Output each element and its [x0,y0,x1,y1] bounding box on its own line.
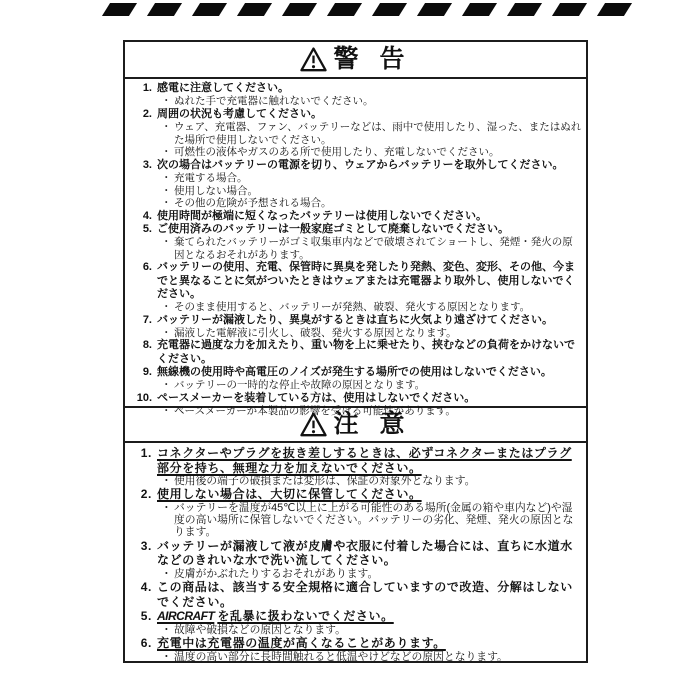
caution-item-number: 1. [140,446,152,460]
warning-item-bullet-text: ぬれた手で充電器に触れないでください。 [174,95,374,108]
warning-item-text: ペースメーカーを装着している方は、使用はしないでください。 [157,391,476,404]
bullet-dot: ・ [161,121,172,133]
caution-item-bullet-text: 使用後の端子の破損または変形は、保証の対象外となります。 [174,475,476,488]
warning-title: 警 告 [333,45,412,73]
warning-item-bullet-text: 充電する場合。 [174,171,248,184]
warning-item-text: 次の場合はバッテリーの電源を切り、ウェアからバッテリーを取外してください。 [157,158,564,171]
caution-item-bullet-text: 故障や破損などの原因となります。 [174,623,346,636]
warning-item-text: 感電に注意してください。 [157,82,289,94]
hazard-stripe-segment [507,3,542,16]
caution-item-bullet [133,651,582,663]
bullet-dot: ・ [161,404,172,417]
caution-item-bullet [133,624,582,636]
warning-item-bullet [133,146,582,159]
warning-item-number: 2. [142,107,152,120]
bullet-dot: ・ [161,184,172,197]
warning-item-bullet-text: バッテリーの一時的な停止や故障の原因となります。 [174,378,426,391]
warning-item-text: バッテリーの使用、充電、保管時に異臭を発したり発熱、変色、変形、その他、今までと異なることに気がついたときはウェアまたは充電器より取外し、使用しないでください。 [157,261,575,300]
hazard-stripe [106,3,631,16]
warning-item-bullet-text: その他の危険が予想される場合。 [174,197,332,210]
bullet-dot: ・ [161,236,172,249]
warning-item [133,261,582,301]
caution-list [125,443,586,661]
warning-item-text: 充電器に過度な力を加えたり、重い物を上に乗せたり、挟むなどの負荷をかけないでください。 [157,339,575,365]
hazard-stripe-segment [102,3,137,16]
warning-item-number: 6. [142,261,152,274]
caution-item [133,609,582,624]
caution-item-bullet-text: 温度の高い部分に長時間触れると低温やけどなどの原因となります。 [174,650,508,663]
aircraft-logo: AIRCRAFT [157,609,215,624]
bullet-dot: ・ [161,300,172,313]
hazard-stripe-segment [147,3,182,16]
warning-item-number: 10. [136,391,152,404]
warning-item-bullet [133,185,582,198]
caution-header [125,408,586,443]
caution-item-text: この商品は、該当する安全規格に適合していますので改造、分解はしないでください。 [157,579,573,609]
bullet-dot: ・ [161,475,172,488]
warning-list [125,79,586,417]
warning-item-bullet [133,379,582,392]
caution-item-bullet-text: バッテリーを温度が45℃以上に上がる可能性のある場所(金属の箱や車内など)や湿度の高い場所に保管しないでください。バッテリーの劣化、発煙、発火の原因となります。 [174,501,574,539]
warning-item-bullet [133,236,582,261]
warning-item-number: 1. [142,82,152,94]
warning-item-text: 周囲の状況も考慮してください。 [157,107,322,120]
hazard-stripe-segment [327,3,362,16]
warning-item-bullet-text: 棄てられたバッテリーがゴミ収集車内などで破壊されてショートし、発煙・発火の原因となるおそれがあります。 [174,236,573,261]
warning-item [133,366,582,379]
warning-item [133,314,582,327]
caution-item [133,487,582,502]
warning-item-text: ご使用済みのバッテリーは一般家庭ゴミとして廃棄しないでください。 [157,222,509,235]
bullet-dot: ・ [161,171,172,184]
hazard-stripe-segment [417,3,452,16]
hazard-stripe-segment [192,3,227,16]
hazard-stripe-segment [597,3,632,16]
warning-item-number: 4. [142,209,152,222]
warning-item-bullet-text: ウェア、充電器、ファン、バッテリーなどは、雨中で使用したり、湿った、またはぬれた場所で使用しないでください。 [174,121,582,146]
hazard-stripe-segment [462,3,497,16]
warning-item [133,82,582,95]
warning-item-bullet-text: 可燃性の液体やガスのある所で使用したり、充電しないでください。 [174,146,500,159]
warning-item-bullet [133,95,582,108]
warning-item-bullet [133,301,582,314]
caution-item-number: 5. [140,609,152,624]
caution-item [133,580,582,609]
hazard-stripe-segment [282,3,317,16]
warning-item [133,108,582,121]
warning-item [133,392,582,405]
caution-item-number: 4. [140,579,152,594]
bullet-dot: ・ [161,378,172,391]
caution-item-bullet [133,475,582,487]
caution-item-text: AIRCRAFT を乱暴に扱わないでください。 [157,609,394,624]
warning-item-bullet [133,327,582,340]
bullet-dot: ・ [161,326,172,339]
warning-item-bullet [133,121,582,146]
caution-item-text: バッテリーが漏液して液が皮膚や衣服に付着した場合には、直ちに水道水などのきれいな水で洗い流してください。 [157,538,573,568]
caution-item-text: 使用しない場合は、大切に保管してください。 [157,487,422,502]
bullet-dot: ・ [161,650,172,663]
warning-item-number: 5. [142,222,152,235]
bullet-dot: ・ [161,95,172,108]
bullet-dot: ・ [161,501,172,514]
warning-item-number: 3. [142,158,152,171]
caution-item-number: 2. [140,487,152,502]
warning-item-text: 使用時間が極端に短くなったバッテリーは使用しないでください。 [157,209,487,222]
warning-item-number: 7. [142,313,152,326]
caution-title: 注 意 [333,410,412,438]
bullet-dot: ・ [161,623,172,636]
warning-triangle-icon [300,47,327,72]
caution-item [133,636,582,651]
caution-item-bullet [133,502,582,539]
caution-item [133,446,582,475]
bullet-dot: ・ [161,567,172,580]
caution-item-number: 6. [140,635,152,650]
caution-item-bullet [133,568,582,580]
bullet-dot: ・ [161,146,172,159]
warning-item [133,223,582,236]
warning-item-number: 8. [142,339,152,352]
caution-item-number: 3. [140,538,152,553]
warning-item-bullet [133,172,582,185]
warning-item [133,210,582,223]
caution-item-text: 充電中は充電器の温度が高くなることがあります。 [157,635,446,650]
safety-document [123,40,588,663]
warning-item-bullet-text: 漏液した電解液に引火し、破裂、発火する原因となります。 [174,326,457,339]
warning-item-bullet-text: そのまま使用すると、バッテリーが発熱、破裂、発火する原因となります。 [174,300,531,313]
caution-item-bullet-text: 皮膚がかぶれたりするおそれがあります。 [174,567,379,580]
hazard-stripe-segment [372,3,407,16]
warning-item-number: 9. [142,365,152,378]
warning-item-bullet-text: 使用しない場合。 [174,184,258,197]
warning-item-bullet [133,197,582,210]
warning-item [133,339,582,365]
warning-item-bullet-text: ペースメーカーが本製品の影響を受ける可能性があります。 [174,404,456,417]
caution-item [133,539,582,568]
warning-item-text: バッテリーが漏液したり、異臭がするときは直ちに火気より遠ざけてください。 [157,313,553,326]
warning-item [133,159,582,172]
bullet-dot: ・ [161,197,172,210]
warning-item-text: 無線機の使用時や高電圧のノイズが発生する場所での使用はしないでください。 [157,365,552,378]
caution-item-text: コネクターやプラグを抜き差しするときは、必ずコネクターまたはプラグ部分を持ち、無理な力を加えないでください。 [157,446,572,475]
caution-triangle-icon [300,412,327,437]
warning-header [125,42,586,79]
hazard-stripe-segment [552,3,587,16]
hazard-stripe-segment [237,3,272,16]
